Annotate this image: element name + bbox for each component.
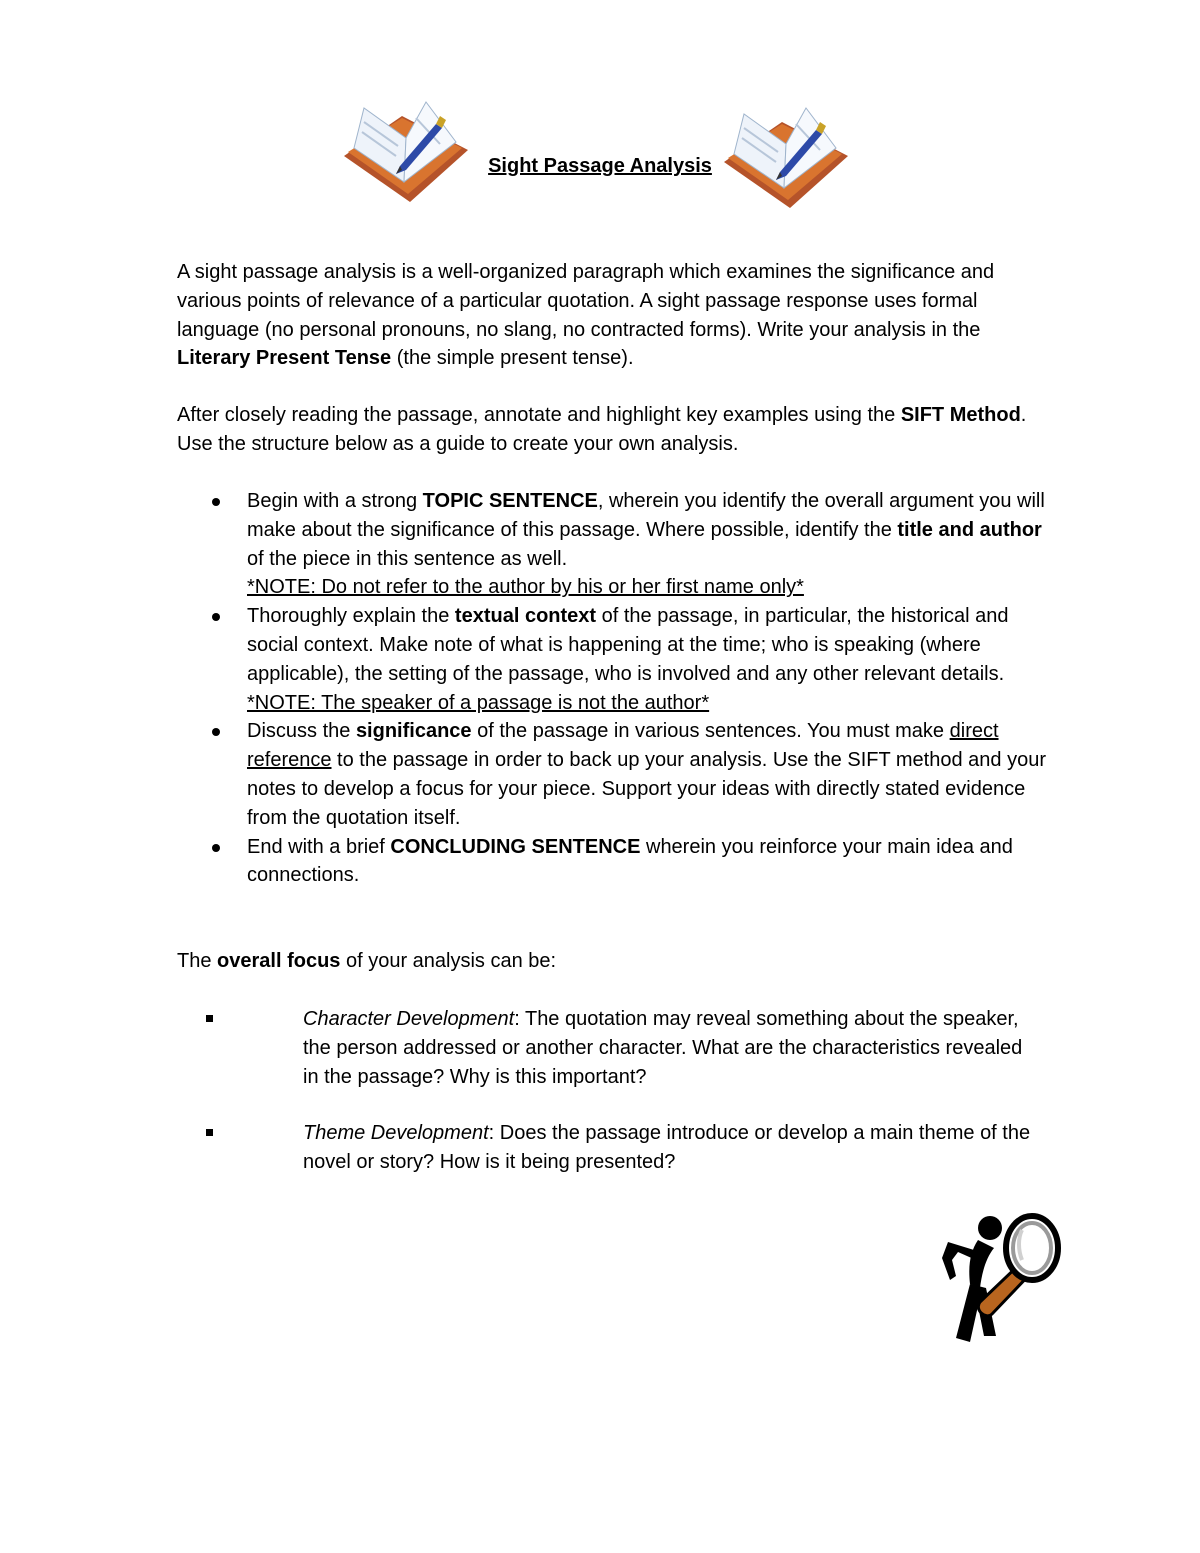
focus-item-character xyxy=(303,1005,1043,1091)
list-text: wherein you reinforce your main idea and connections. xyxy=(247,835,1013,887)
list-text: End with a brief xyxy=(247,835,391,858)
open-book-pen-icon xyxy=(340,98,472,206)
structure-list xyxy=(247,487,1047,890)
list-text: Discuss the xyxy=(247,720,356,743)
intro-paragraph xyxy=(177,258,1037,373)
concluding-sentence-term: CONCLUDING SENTENCE xyxy=(390,835,641,858)
focus-item-theme xyxy=(303,1119,1043,1177)
list-text: of the passage, in particular, the historical and social context. Make note of what is happening at the time; who is speaking (where applicable), the setting of the passage, who is involved and any other relevant details. xyxy=(247,605,1009,685)
list-item xyxy=(247,487,1047,602)
literary-present-tense-term: Literary Present Tense xyxy=(177,347,392,370)
list-text: to the passage in order to back up your analysis. Use the SIFT method and your notes to develop a focus for your piece. Support your ideas with directly stated evidence from the quotation itself. xyxy=(247,749,1046,829)
intro-text: (the simple present tense). xyxy=(391,347,634,370)
instructions-text: After closely reading the passage, annotate and highlight key examples using the xyxy=(177,404,901,426)
focus-text: : Does the passage introduce or develop a main theme of the novel or story? How is it being presented? xyxy=(303,1122,1031,1173)
open-book-pen-icon xyxy=(720,104,852,212)
instructions-text: . Use the structure below as a guide to create your own analysis. xyxy=(177,404,1027,455)
list-item xyxy=(247,717,1047,832)
bullet-icon xyxy=(212,613,220,621)
square-bullet-icon xyxy=(206,1015,213,1022)
list-text: Begin with a strong xyxy=(247,490,423,512)
bullet-icon xyxy=(212,498,220,506)
list-item xyxy=(247,833,1047,891)
square-bullet-icon xyxy=(206,1129,213,1136)
overall-focus-term: overall focus xyxy=(217,950,341,972)
intro-text: A sight passage analysis is a well-organized paragraph which examines the significance and various points of relevance of a particular quotation. A sight passage response uses formal language (no personal pronouns, no slang, no contracted forms). Write your analysis in the xyxy=(177,261,995,341)
bullet-icon xyxy=(212,728,220,736)
list-text: , wherein you identify the overall argument you will make about the significance of this passage. Where possible, identify the xyxy=(247,490,1045,541)
direct-reference-term: direct reference xyxy=(247,720,999,772)
textual-context-term: textual context xyxy=(454,605,597,628)
list-item xyxy=(247,602,1047,717)
topic-sentence-term: TOPIC SENTENCE xyxy=(422,490,598,512)
title-author-term: title and author xyxy=(897,518,1042,541)
bullet-icon xyxy=(212,844,220,852)
significance-term: significance xyxy=(355,720,472,743)
focus-lead xyxy=(177,947,1037,976)
page-title: Sight Passage Analysis xyxy=(488,155,712,178)
focus-term: Theme Development xyxy=(303,1122,489,1144)
list-text: of the piece in this sentence as well. xyxy=(247,547,568,570)
instructions-paragraph xyxy=(177,401,1037,459)
focus-lead-text: The xyxy=(177,950,218,972)
list-text: of the passage in various sentences. You must make xyxy=(471,720,950,743)
focus-text: : The quotation may reveal something about the speaker, the person addressed or another character. What are the characteristics revealed in the passage? Why is this important? xyxy=(303,1008,1023,1088)
sift-method-term: SIFT Method xyxy=(900,404,1021,426)
list-text: Thoroughly explain the xyxy=(247,605,455,628)
detective-magnifier-icon xyxy=(934,1210,1066,1346)
author-note: *NOTE: Do not refer to the author by his or her first name only* xyxy=(247,576,804,599)
speaker-note: *NOTE: The speaker of a passage is not the author* xyxy=(247,691,710,714)
focus-term: Character Development xyxy=(303,1008,515,1030)
focus-lead-text: of your analysis can be: xyxy=(340,950,557,972)
